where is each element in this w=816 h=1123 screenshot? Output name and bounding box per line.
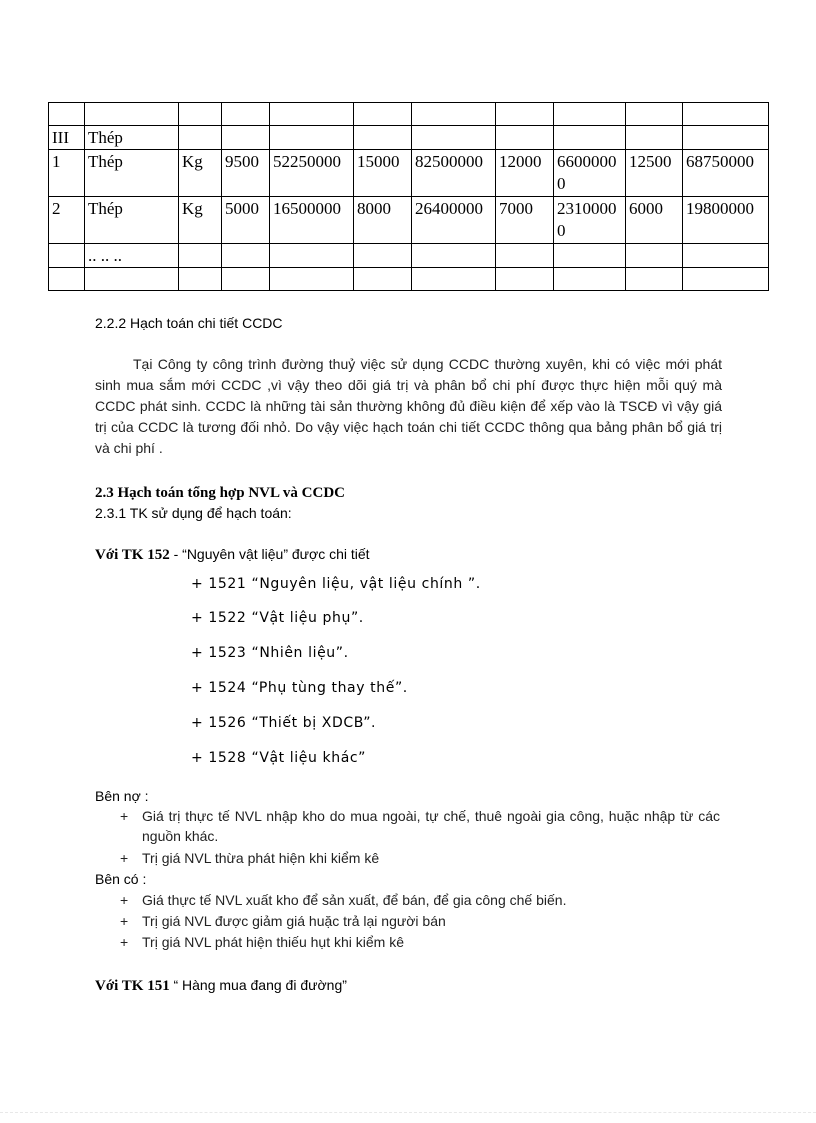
- table-cell: [683, 126, 769, 150]
- table-cell: Thép: [85, 197, 179, 244]
- tk152-item: + 1523 “Nhiên liệu”.: [191, 645, 349, 661]
- section-222-heading: 2.2.2 Hạch toán chi tiết CCDC: [95, 315, 283, 331]
- tk152-item: + 1522 “Vật liệu phụ”.: [191, 610, 364, 626]
- table-cell: [179, 126, 222, 150]
- table-cell: III: [49, 126, 85, 150]
- table-cell: Kg: [179, 150, 222, 197]
- table-cell: [354, 126, 412, 150]
- table-cell: 5000: [222, 197, 270, 244]
- tk152-item: + 1526 “Thiết bị XDCB”.: [191, 715, 377, 731]
- table-cell: Kg: [179, 197, 222, 244]
- table-cell: [496, 103, 554, 126]
- ben-co-title: Bên có :: [95, 871, 147, 887]
- table-cell: [222, 244, 270, 268]
- table-cell: [179, 268, 222, 291]
- table-cell: [179, 244, 222, 268]
- table-cell: [554, 126, 626, 150]
- table-cell: [412, 103, 496, 126]
- table-cell: [222, 103, 270, 126]
- table-cell: [222, 268, 270, 291]
- table-cell: 1: [49, 150, 85, 197]
- tk152-label: Với TK 152: [95, 547, 170, 563]
- table-cell: 26400000: [412, 197, 496, 244]
- table-row: [49, 197, 769, 244]
- table-cell: 15000: [354, 150, 412, 197]
- ben-no-item: [120, 848, 720, 868]
- table-cell: [270, 244, 354, 268]
- section-222-paragraph: [95, 354, 722, 459]
- table-cell: 8000: [354, 197, 412, 244]
- ben-no-title: Bên nợ :: [95, 788, 149, 804]
- table-cell: 68750000: [683, 150, 769, 197]
- table-cell: [626, 268, 683, 291]
- section-23-heading: 2.3 Hạch toán tổng hợp NVL và CCDC: [95, 485, 346, 501]
- table-cell: [222, 126, 270, 150]
- table-cell: 12500: [626, 150, 683, 197]
- table-cell: [554, 268, 626, 291]
- table-cell: 12000: [496, 150, 554, 197]
- tk151-label: Với TK 151: [95, 978, 170, 994]
- tk152-item: + 1524 “Phụ tùng thay thế”.: [191, 680, 408, 696]
- ben-no-item-text: Giá trị thực tế NVL nhập kho do mua ngoài, tự chế, thuê ngoài gia công, huặc nhập từ các nguồn khác.: [142, 808, 720, 844]
- table-cell: [626, 103, 683, 126]
- table-cell: [270, 103, 354, 126]
- table-cell: [554, 244, 626, 268]
- ben-co-item-text: Giá thực tế NVL xuất kho để sản xuất, để bán, để gia công chế biến.: [142, 892, 567, 908]
- table-row: [49, 268, 769, 291]
- table-cell: [179, 103, 222, 126]
- table-cell: [626, 126, 683, 150]
- table-cell: [270, 126, 354, 150]
- table-row: [49, 150, 769, 197]
- table-cell: [270, 268, 354, 291]
- table-cell: .. .. ..: [85, 244, 179, 268]
- table-cell: 9500: [222, 150, 270, 197]
- page-bottom-edge: [0, 1112, 816, 1113]
- table-cell: 7000: [496, 197, 554, 244]
- table-cell: [85, 103, 179, 126]
- table-cell: 82500000: [412, 150, 496, 197]
- table-cell: 52250000: [270, 150, 354, 197]
- table-cell: [354, 244, 412, 268]
- ben-co-item: [120, 890, 720, 910]
- ben-co-item-text: Trị giá NVL được giảm giá huặc trả lại người bán: [142, 913, 446, 929]
- table-cell: [354, 268, 412, 291]
- table-cell: 6000: [626, 197, 683, 244]
- ben-no-item-text: Trị giá NVL thừa phát hiện khi kiểm kê: [142, 850, 380, 866]
- table-cell: [354, 103, 412, 126]
- table-cell: [496, 126, 554, 150]
- table-cell: [412, 126, 496, 150]
- section-231-subheading: 2.3.1 TK sử dụng để hạch toán:: [95, 505, 292, 521]
- bullet-mark: +: [120, 892, 129, 908]
- table-row: [49, 103, 769, 126]
- ben-co-item: [120, 911, 720, 931]
- bullet-mark: +: [120, 934, 129, 950]
- bullet-mark: +: [120, 850, 129, 866]
- table-cell: [49, 244, 85, 268]
- tk152-line: [95, 544, 370, 565]
- tk152-item: + 1528 “Vật liệu khác”: [191, 750, 367, 766]
- table-cell: 19800000: [683, 197, 769, 244]
- table-cell: [683, 103, 769, 126]
- table-cell: Thép: [85, 126, 179, 150]
- table-cell: [49, 103, 85, 126]
- table-cell: 2: [49, 197, 85, 244]
- tk152-desc: - “Nguyên vật liệu” được chi tiết: [169, 546, 370, 562]
- table-cell: Thép: [85, 150, 179, 197]
- table-cell: [683, 244, 769, 268]
- table-cell: 23100000: [554, 197, 626, 244]
- tk152-item: + 1521 “Nguyên liệu, vật liệu chính ”.: [191, 576, 481, 592]
- table-cell: [496, 244, 554, 268]
- ben-no-item: [120, 806, 720, 846]
- table-cell: 66000000: [554, 150, 626, 197]
- table-cell: [85, 268, 179, 291]
- table-cell: [496, 268, 554, 291]
- ben-co-item-text: Trị giá NVL phát hiện thiếu hụt khi kiểm kê: [142, 934, 404, 950]
- inventory-table: [48, 102, 769, 291]
- table-row: [49, 244, 769, 268]
- table-cell: [49, 268, 85, 291]
- tk151-desc: “ Hàng mua đang đi đường”: [173, 977, 347, 993]
- table-cell: 16500000: [270, 197, 354, 244]
- table-cell: [683, 268, 769, 291]
- table-cell: [554, 103, 626, 126]
- table-cell: [412, 244, 496, 268]
- table-cell: [626, 244, 683, 268]
- bullet-mark: +: [120, 913, 129, 929]
- ben-co-item: [120, 932, 720, 952]
- tk151-line: [95, 975, 347, 996]
- bullet-mark: +: [120, 808, 129, 824]
- table-row: [49, 126, 769, 150]
- section-222-paragraph-text: Tại Công ty công trình đường thuỷ việc sử dụng CCDC thường xuyên, khi có việc mới phát sinh mua sắm mới CCDC ,vì vậy theo dõi giá trị và phân bổ chi phí được thực hiện mỗi quý mà CCDC phát sinh. CCDC là những tài sản thường không đủ điều kiện để xếp vào là TSCĐ vì vậy giá trị của CCDC là tương đối nhỏ. Do vậy việc hạch toán chi tiết CCDC thông qua bảng phân bổ giá trị và chi phí .: [95, 356, 722, 456]
- table-cell: [412, 268, 496, 291]
